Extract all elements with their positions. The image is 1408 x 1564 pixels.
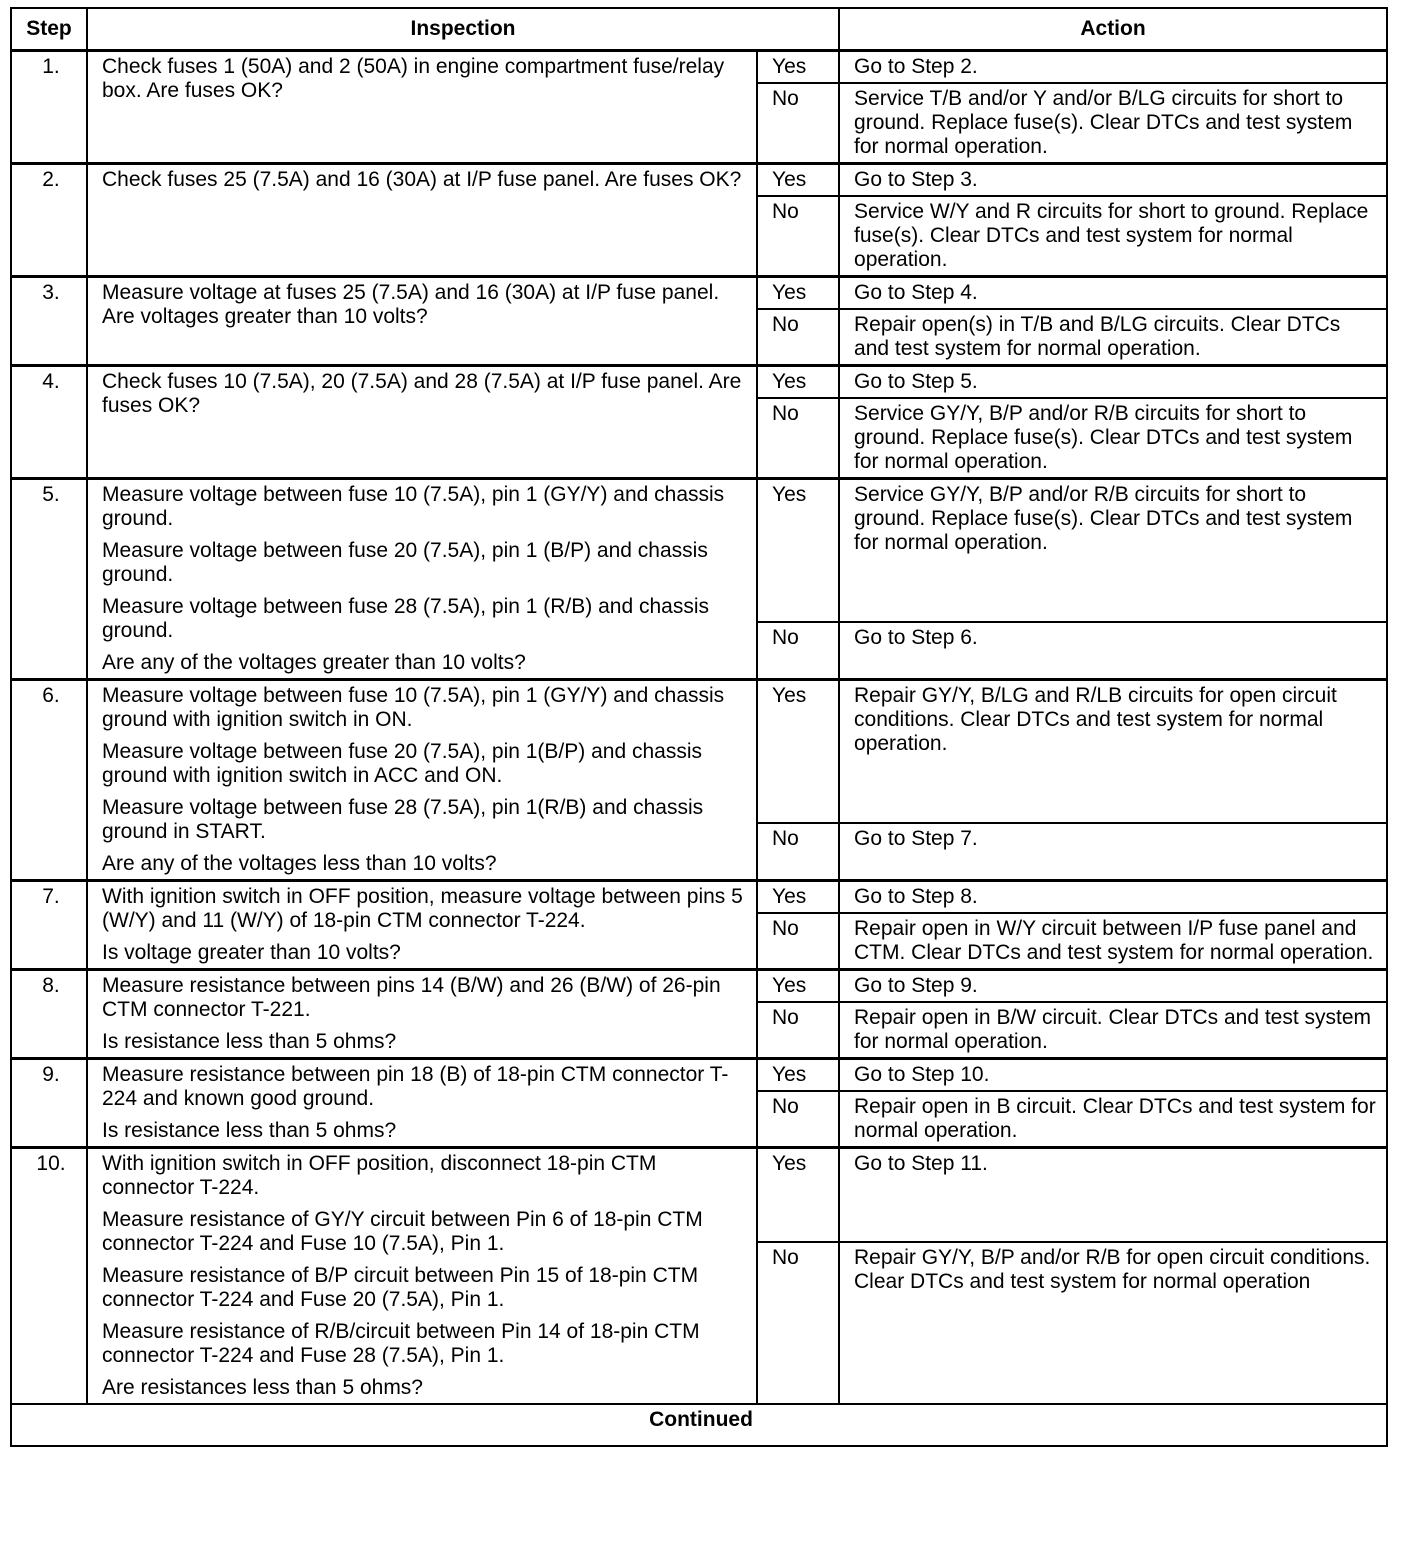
- continued-label: Continued: [11, 1404, 1387, 1446]
- step-number: 3.: [11, 277, 87, 366]
- no-action: Service T/B and/or Y and/or B/LG circuits for short to ground. Replace fuse(s). Clear DTCs and test system for normal operation.: [839, 83, 1387, 164]
- table-row: [11, 881, 1387, 914]
- inspection-text: Measure resistance between pins 14 (B/W) and 26 (B/W) of 26-pin CTM connector T-221.: [102, 974, 721, 1021]
- yes-action: Go to Step 4.: [839, 277, 1387, 310]
- no-label: No: [757, 196, 839, 277]
- no-action: Go to Step 6.: [839, 622, 1387, 680]
- yes-action: Go to Step 3.: [839, 164, 1387, 197]
- footer-row: [11, 1404, 1387, 1446]
- inspection-text: With ignition switch in OFF position, measure voltage between pins 5 (W/Y) and 11 (W/Y) of 18-pin CTM connector T-224.: [102, 885, 743, 932]
- yes-action: Go to Step 10.: [839, 1059, 1387, 1092]
- table-row: [11, 1148, 1387, 1242]
- inspection-text: Check fuses 10 (7.5A), 20 (7.5A) and 28 (7.5A) at I/P fuse panel. Are fuses OK?: [102, 370, 742, 417]
- yes-action: Repair GY/Y, B/LG and R/LB circuits for open circuit conditions. Clear DTCs and test system for normal operation.: [839, 680, 1387, 823]
- no-action: Service GY/Y, B/P and/or R/B circuits for short to ground. Replace fuse(s). Clear DTCs and test system for normal operation.: [839, 398, 1387, 479]
- yes-label: Yes: [757, 366, 839, 399]
- no-action: Repair open in W/Y circuit between I/P fuse panel and CTM. Clear DTCs and test system for normal operation.: [839, 913, 1387, 970]
- table-row: [11, 51, 1387, 84]
- inspection-cell: [87, 277, 757, 366]
- no-action: Repair open in B circuit. Clear DTCs and test system for normal operation.: [839, 1091, 1387, 1148]
- inspection-text: Measure voltage between fuse 20 (7.5A), pin 1(B/P) and chassis ground with ignition switch in ACC and ON.: [102, 740, 702, 787]
- step-number: 7.: [11, 881, 87, 970]
- table-row: [11, 970, 1387, 1003]
- no-label: No: [757, 913, 839, 970]
- header-inspection: Inspection: [87, 8, 839, 51]
- inspection-text: Check fuses 1 (50A) and 2 (50A) in engine compartment fuse/relay box. Are fuses OK?: [102, 55, 725, 102]
- no-label: No: [757, 309, 839, 366]
- no-action: Repair open(s) in T/B and B/LG circuits. Clear DTCs and test system for normal operation.: [839, 309, 1387, 366]
- yes-label: Yes: [757, 680, 839, 823]
- diagnostic-table-container: [10, 7, 1388, 1447]
- inspection-text: Check fuses 25 (7.5A) and 16 (30A) at I/P fuse panel. Are fuses OK?: [102, 168, 742, 191]
- no-action: Go to Step 7.: [839, 823, 1387, 881]
- inspection-text: Measure resistance of R/B/circuit between Pin 14 of 18-pin CTM connector T-224 and Fuse 28 (7.5A), Pin 1.: [102, 1320, 700, 1367]
- inspection-text: Are resistances less than 5 ohms?: [102, 1376, 423, 1399]
- inspection-text: Is voltage greater than 10 volts?: [102, 941, 401, 964]
- inspection-text: Measure resistance of B/P circuit between Pin 15 of 18-pin CTM connector T-224 and Fuse 20 (7.5A), Pin 1.: [102, 1264, 699, 1311]
- step-number: 8.: [11, 970, 87, 1059]
- inspection-cell: [87, 366, 757, 479]
- inspection-text: Measure resistance between pin 18 (B) of 18-pin CTM connector T-224 and known good ground.: [102, 1063, 729, 1110]
- inspection-cell: [87, 51, 757, 164]
- inspection-text: With ignition switch in OFF position, disconnect 18-pin CTM connector T-224.: [102, 1152, 657, 1199]
- inspection-cell: [87, 970, 757, 1059]
- no-label: No: [757, 398, 839, 479]
- diagnostic-table: [10, 7, 1388, 1447]
- step-number: 2.: [11, 164, 87, 277]
- inspection-text: Measure voltage between fuse 28 (7.5A), pin 1 (R/B) and chassis ground.: [102, 595, 709, 642]
- yes-action: Go to Step 9.: [839, 970, 1387, 1003]
- inspection-text: Measure voltage at fuses 25 (7.5A) and 16 (30A) at I/P fuse panel. Are voltages greater than 10 volts?: [102, 281, 720, 328]
- inspection-text: Are any of the voltages greater than 10 volts?: [102, 651, 526, 674]
- no-action: Repair open in B/W circuit. Clear DTCs and test system for normal operation.: [839, 1002, 1387, 1059]
- yes-action: Go to Step 8.: [839, 881, 1387, 914]
- table-row: [11, 680, 1387, 823]
- table-row: [11, 479, 1387, 622]
- yes-label: Yes: [757, 277, 839, 310]
- inspection-cell: [87, 1148, 757, 1405]
- no-action: Service W/Y and R circuits for short to ground. Replace fuse(s). Clear DTCs and test system for normal operation.: [839, 196, 1387, 277]
- inspection-text: Measure resistance of GY/Y circuit between Pin 6 of 18-pin CTM connector T-224 and Fuse 10 (7.5A), Pin 1.: [102, 1208, 703, 1255]
- yes-label: Yes: [757, 881, 839, 914]
- inspection-text: Are any of the voltages less than 10 volts?: [102, 852, 497, 875]
- yes-action: Go to Step 11.: [839, 1148, 1387, 1242]
- table-row: [11, 366, 1387, 399]
- table-row: [11, 1059, 1387, 1092]
- inspection-cell: [87, 164, 757, 277]
- inspection-cell: [87, 479, 757, 680]
- inspection-text: Measure voltage between fuse 10 (7.5A), pin 1 (GY/Y) and chassis ground with ignition switch in ON.: [102, 684, 725, 731]
- yes-label: Yes: [757, 970, 839, 1003]
- step-number: 6.: [11, 680, 87, 881]
- step-number: 1.: [11, 51, 87, 164]
- inspection-cell: [87, 680, 757, 881]
- no-label: No: [757, 823, 839, 881]
- no-label: No: [757, 1091, 839, 1148]
- no-action: Repair GY/Y, B/P and/or R/B for open circuit conditions. Clear DTCs and test system for normal operation: [839, 1242, 1387, 1404]
- step-number: 9.: [11, 1059, 87, 1148]
- inspection-cell: [87, 881, 757, 970]
- yes-label: Yes: [757, 479, 839, 622]
- header-action: Action: [839, 8, 1387, 51]
- yes-label: Yes: [757, 164, 839, 197]
- no-label: No: [757, 622, 839, 680]
- inspection-text: Measure voltage between fuse 10 (7.5A), pin 1 (GY/Y) and chassis ground.: [102, 483, 725, 530]
- inspection-text: Measure voltage between fuse 28 (7.5A), pin 1(R/B) and chassis ground in START.: [102, 796, 704, 843]
- yes-action: Go to Step 5.: [839, 366, 1387, 399]
- no-label: No: [757, 1002, 839, 1059]
- yes-label: Yes: [757, 1059, 839, 1092]
- inspection-text: Is resistance less than 5 ohms?: [102, 1030, 397, 1053]
- header-row: [11, 8, 1387, 51]
- inspection-cell: [87, 1059, 757, 1148]
- no-label: No: [757, 83, 839, 164]
- header-step: Step: [11, 8, 87, 51]
- inspection-text: Measure voltage between fuse 20 (7.5A), pin 1 (B/P) and chassis ground.: [102, 539, 708, 586]
- yes-label: Yes: [757, 1148, 839, 1242]
- no-label: No: [757, 1242, 839, 1404]
- yes-label: Yes: [757, 51, 839, 84]
- step-number: 4.: [11, 366, 87, 479]
- step-number: 5.: [11, 479, 87, 680]
- yes-action: Service GY/Y, B/P and/or R/B circuits for short to ground. Replace fuse(s). Clear DTCs and test system for normal operation.: [839, 479, 1387, 622]
- table-body: [11, 51, 1387, 1405]
- table-row: [11, 164, 1387, 197]
- table-row: [11, 277, 1387, 310]
- step-number: 10.: [11, 1148, 87, 1405]
- inspection-text: Is resistance less than 5 ohms?: [102, 1119, 397, 1142]
- yes-action: Go to Step 2.: [839, 51, 1387, 84]
